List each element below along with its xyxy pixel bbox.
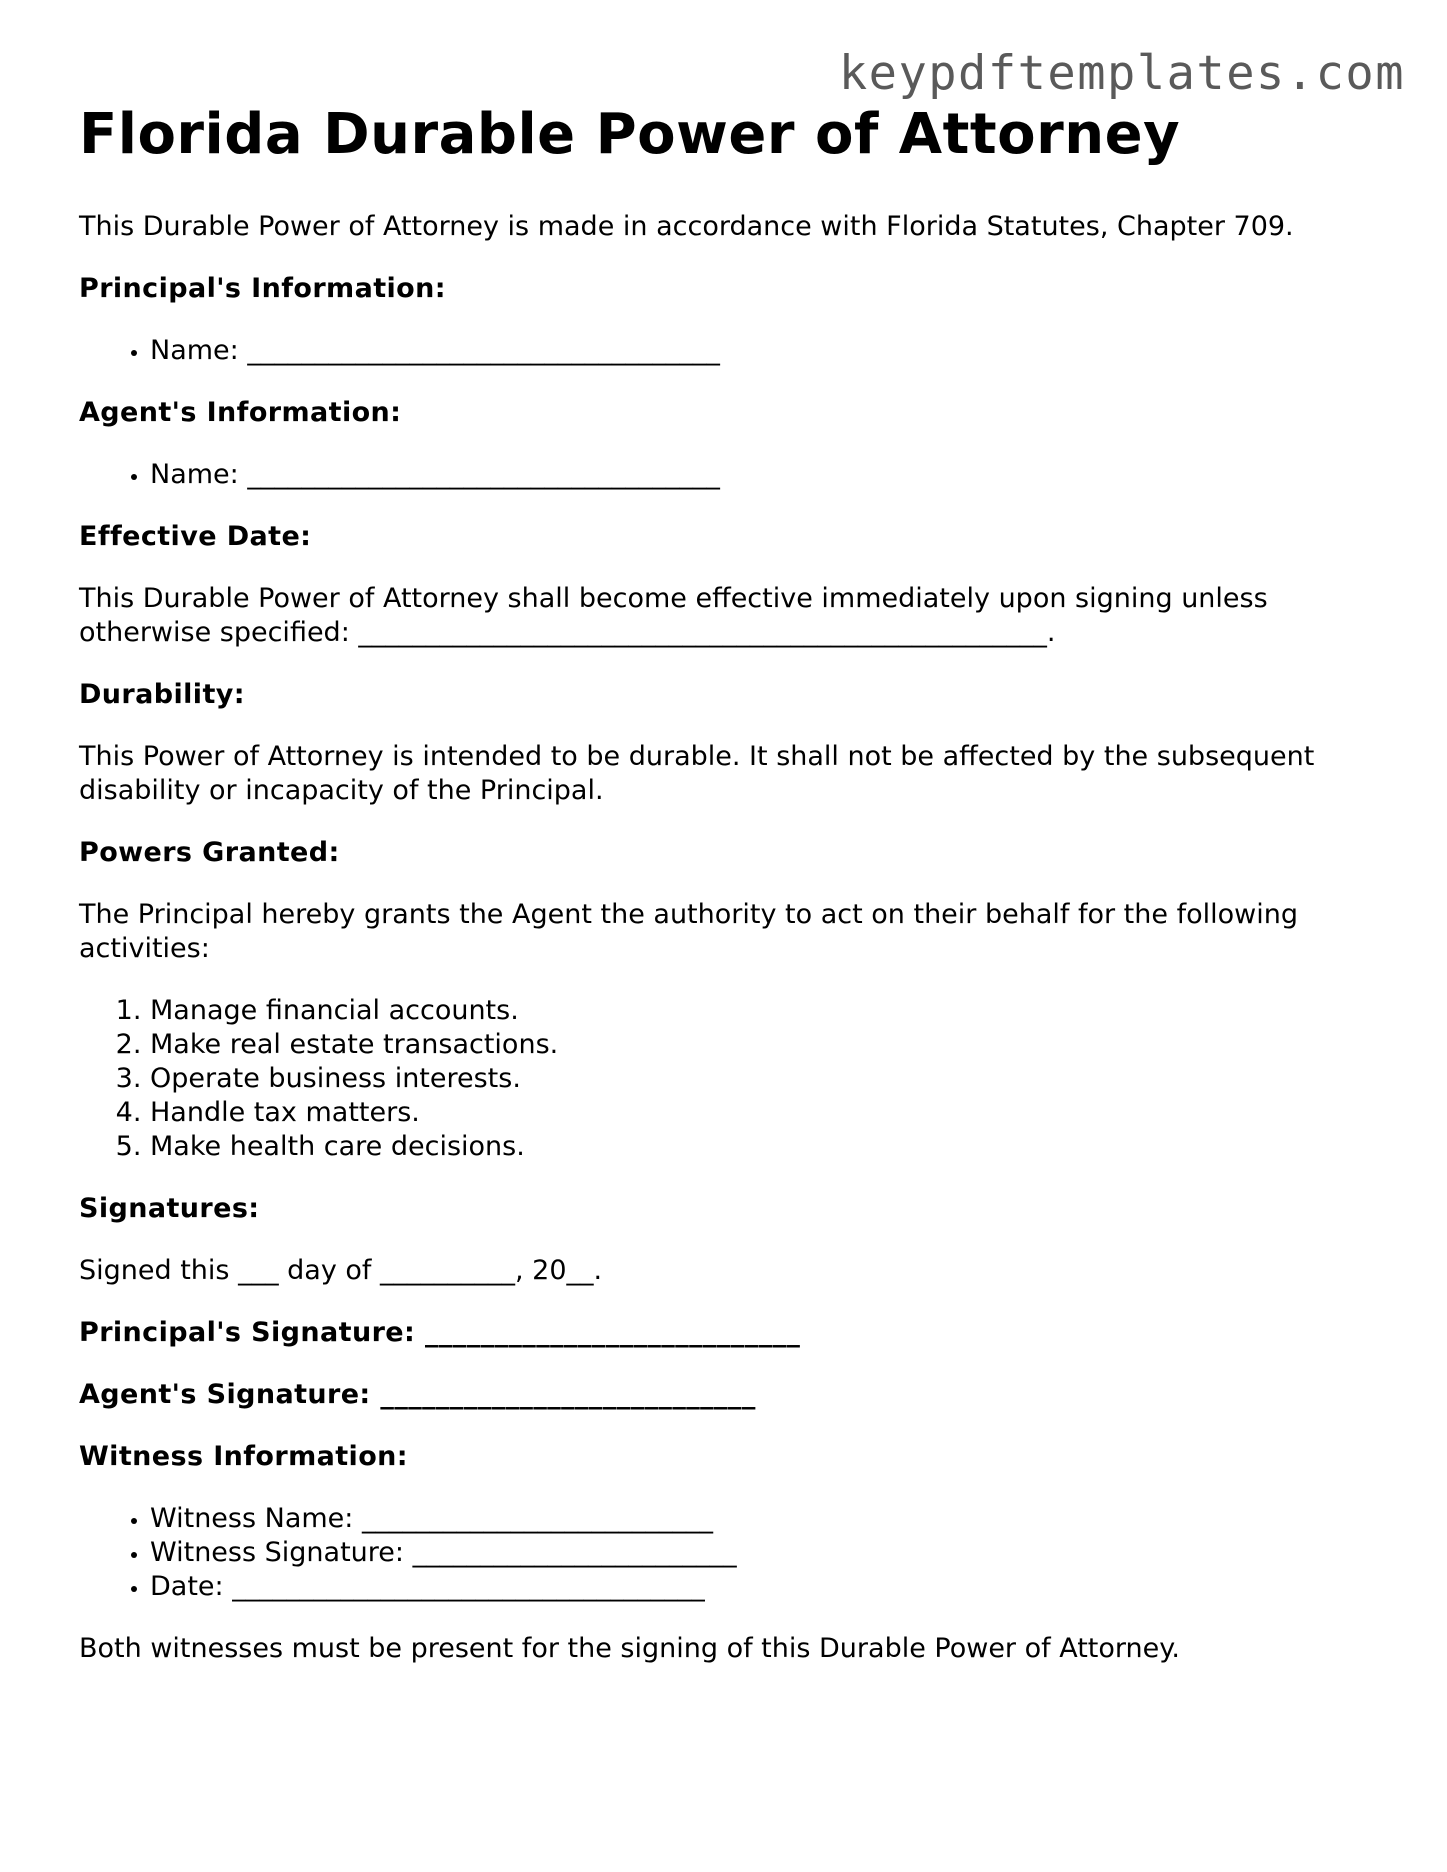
witness-heading: Witness Information: [79,1441,408,1472]
intro-text: This Durable Power of Attorney is made in accordance with Florida Statutes, Chapter 709. [79,211,1294,242]
watermark: keypdftemplates.com [838,46,1405,101]
witness-signature-line: • Witness Signature: ________________________ [150,1536,1379,1570]
power-item: 2. Make real estate transactions. [150,1028,1379,1062]
signed-date-line: Signed this ___ day of __________, 20__. [79,1255,603,1286]
signatures-heading: Signatures: [79,1193,260,1224]
powers-list [79,994,1379,1164]
document-body [79,100,1379,1666]
effective-date-text: This Durable Power of Attorney shall become effective immediately upon signing unless otherwise specified: ___________________________________________________. [79,583,1268,648]
witness-name-line: • Witness Name: __________________________ [150,1502,1379,1536]
agent-list [79,458,1379,492]
effective-date-heading: Effective Date: [79,521,312,552]
power-item: 1. Manage financial accounts. [150,994,1379,1028]
principal-list [79,334,1379,368]
durability-text: This Power of Attorney is intended to be durable. It shall not be affected by the subsequent disability or incapacity of the Principal. [79,741,1315,806]
principal-heading: Principal's Information: [79,273,446,304]
agent-heading: Agent's Information: [79,397,402,428]
power-item: 4. Handle tax matters. [150,1096,1379,1130]
power-item: 5. Make health care decisions. [150,1130,1379,1164]
document-title: Florida Durable Power of Attorney [79,102,1181,167]
powers-heading: Powers Granted: [79,837,340,868]
agent-name-line: • Name: ___________________________________ [150,458,1379,492]
powers-text: The Principal hereby grants the Agent the authority to act on their behalf for the following activities: [79,899,1298,964]
closing-text: Both witnesses must be present for the signing of this Durable Power of Attorney. [79,1633,1180,1664]
agent-signature-line: Agent's Signature: ___________________________ [79,1379,756,1410]
witness-list [79,1502,1379,1604]
principal-name-line: • Name: ___________________________________ [150,334,1379,368]
durability-heading: Durability: [79,679,245,710]
power-item: 3. Operate business interests. [150,1062,1379,1096]
principal-signature-line: Principal's Signature: ___________________________ [79,1317,801,1348]
witness-date-line: • Date: ___________________________________ [150,1570,1379,1604]
